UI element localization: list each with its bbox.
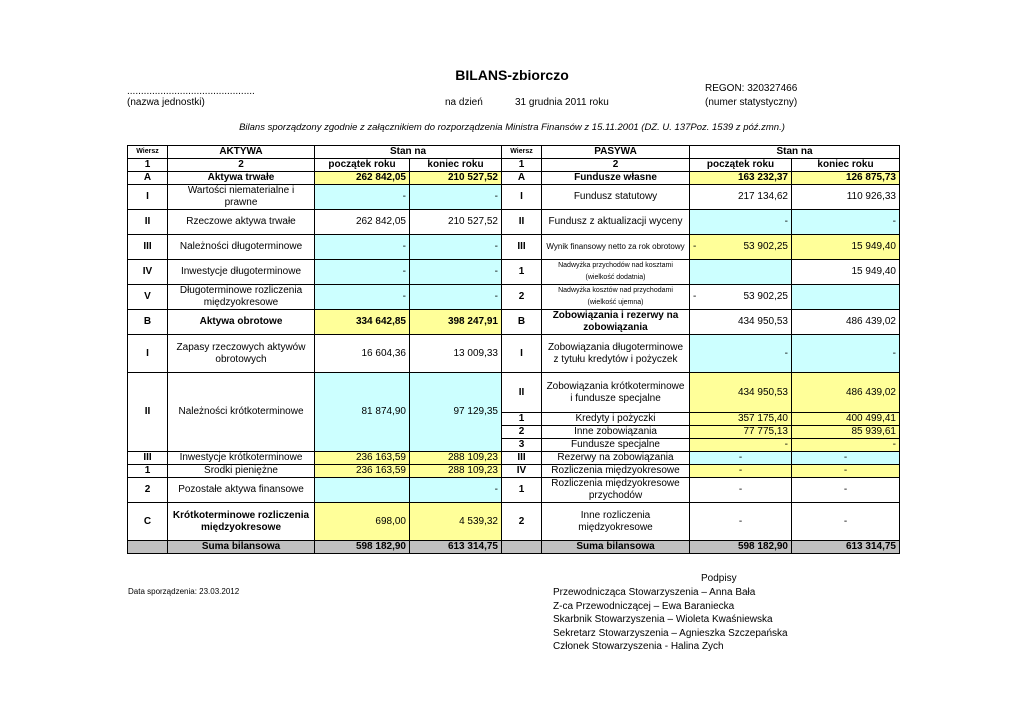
pasywa-end: -: [792, 210, 900, 235]
pasywa-end: 15 949,40: [792, 260, 900, 285]
pasywa-end: -: [792, 503, 900, 541]
table-header-row: [128, 146, 900, 159]
sum-aktywa-start: 598 182,90: [315, 541, 410, 554]
pasywa-wiersz: 2: [502, 285, 542, 310]
subheader-num: 1: [128, 159, 168, 172]
aktywa-wiersz: I: [128, 335, 168, 373]
aktywa-end: 288 109,23: [410, 452, 502, 465]
aktywa-wiersz: 2: [128, 478, 168, 503]
pasywa-wiersz: 2: [502, 503, 542, 541]
aktywa-wiersz: V: [128, 285, 168, 310]
table-row: [128, 373, 900, 413]
signature-line: Skarbnik Stowarzyszenia – Wioleta Kwaśniewska: [553, 614, 773, 625]
table-row: [128, 172, 900, 185]
preparation-date: Data sporządzenia: 23.03.2012: [128, 587, 240, 596]
aktywa-wiersz: II: [128, 373, 168, 452]
aktywa-wiersz: II: [128, 210, 168, 235]
stat-number-label: (numer statystyczny): [705, 97, 798, 108]
subheader-end: koniec roku: [792, 159, 900, 172]
signature-line: Sekretarz Stowarzyszenia – Agnieszka Szczepańska: [553, 627, 788, 639]
pasywa-end: -: [792, 465, 900, 478]
sum-aktywa-label: Suma bilansowa: [168, 541, 315, 554]
subheader-num: 2: [168, 159, 315, 172]
pasywa-start: -: [690, 465, 792, 478]
sum-pasywa-start: 598 182,90: [690, 541, 792, 554]
subheader-start: początek roku: [690, 159, 792, 172]
aktywa-start: -: [315, 185, 410, 210]
pasywa-wiersz: 3: [502, 439, 542, 452]
pasywa-end: 486 439,02: [792, 373, 900, 413]
table-subheader-row: [128, 159, 900, 172]
table-row: [128, 235, 900, 260]
aktywa-name: Pozostałe aktywa finansowe: [168, 478, 315, 503]
aktywa-name: Inwestycje krótkoterminowe: [168, 452, 315, 465]
aktywa-start: 236 163,59: [315, 452, 410, 465]
pasywa-end: -: [792, 335, 900, 373]
aktywa-end: -: [410, 260, 502, 285]
pasywa-end: 486 439,02: [792, 310, 900, 335]
aktywa-start: 262 842,05: [315, 172, 410, 185]
aktywa-end: 398 247,91: [410, 310, 502, 335]
pasywa-name: Fundusz z aktualizacji wyceny: [542, 210, 690, 235]
aktywa-end: 210 527,52: [410, 172, 502, 185]
aktywa-name: Rzeczowe aktywa trwałe: [168, 210, 315, 235]
pasywa-start: -: [690, 439, 792, 452]
table-row: [128, 210, 900, 235]
sum-wiersz: [502, 541, 542, 554]
header-wiersz: Wiersz: [128, 146, 168, 159]
aktywa-start: 698,00: [315, 503, 410, 541]
table-row: [128, 503, 900, 541]
aktywa-start: 81 874,90: [315, 373, 410, 452]
value: 53 902,25: [743, 291, 788, 302]
pasywa-start: -: [690, 210, 792, 235]
pasywa-end: 400 499,41: [792, 413, 900, 426]
aktywa-wiersz: I: [128, 185, 168, 210]
sum-wiersz: [128, 541, 168, 554]
pasywa-wiersz: 2: [502, 426, 542, 439]
pasywa-name: Zobowiązania krótkoterminowe i fundusze specjalne: [542, 373, 690, 413]
aktywa-wiersz: III: [128, 452, 168, 465]
pasywa-name: Inne rozliczenia międzyokresowe: [542, 503, 690, 541]
aktywa-name: Należności długoterminowe: [168, 235, 315, 260]
signed-value: [693, 241, 788, 253]
pasywa-name: Zobowiązania i rezerwy na zobowiązania: [542, 310, 690, 335]
aktywa-name: Środki pieniężne: [168, 465, 315, 478]
minus-sign: -: [693, 241, 697, 252]
aktywa-name: Krótkoterminowe rozliczenia międzyokresowe: [168, 503, 315, 541]
pasywa-wiersz: A: [502, 172, 542, 185]
pasywa-wiersz: II: [502, 210, 542, 235]
aktywa-wiersz: IV: [128, 260, 168, 285]
legal-note: Bilans sporządzony zgodnie z załącznikiem do rozporządzenia Ministra Finansów z 15.11.2001 (DZ. U. 137Poz. 1539 z póź.zmn.): [239, 122, 785, 133]
pasywa-name: Fundusze specjalne: [542, 439, 690, 452]
table-row: [128, 285, 900, 310]
value: 53 902,25: [743, 241, 788, 252]
pasywa-wiersz: 1: [502, 413, 542, 426]
pasywa-start: -: [690, 478, 792, 503]
pasywa-wiersz: B: [502, 310, 542, 335]
pasywa-name: Nadwyżka kosztów nad przychodami (wielkość ujemna): [542, 285, 690, 310]
pasywa-wiersz: III: [502, 452, 542, 465]
regon: REGON: 320327466: [705, 83, 798, 94]
aktywa-start: -: [315, 285, 410, 310]
aktywa-name: Długoterminowe rozliczenia międzyokresowe: [168, 285, 315, 310]
pasywa-name: Zobowiązania długoterminowe z tytułu kredytów i pożyczek: [542, 335, 690, 373]
aktywa-start: 16 604,36: [315, 335, 410, 373]
pasywa-wiersz: I: [502, 335, 542, 373]
pasywa-name: Kredyty i pożyczki: [542, 413, 690, 426]
aktywa-start: [315, 478, 410, 503]
pasywa-end: -: [792, 439, 900, 452]
aktywa-start: 236 163,59: [315, 465, 410, 478]
aktywa-end: 4 539,32: [410, 503, 502, 541]
pasywa-name: Fundusz statutowy: [542, 185, 690, 210]
pasywa-start: -: [690, 452, 792, 465]
pasywa-start: 77 775,13: [690, 426, 792, 439]
pasywa-wiersz: 1: [502, 260, 542, 285]
pasywa-start: -: [690, 503, 792, 541]
balance-sheet-table: [127, 145, 900, 554]
minus-sign: -: [693, 291, 697, 302]
header-aktywa: AKTYWA: [168, 146, 315, 159]
date-value: 31 grudnia 2011 roku: [515, 97, 609, 108]
pasywa-wiersz: II: [502, 373, 542, 413]
sum-row: [128, 541, 900, 554]
table-row: [128, 335, 900, 373]
subheader-num: 2: [542, 159, 690, 172]
pasywa-start: -: [690, 335, 792, 373]
aktywa-name: Wartości niematerialne i prawne: [168, 185, 315, 210]
pasywa-end: 85 939,61: [792, 426, 900, 439]
unit-name-label: (nazwa jednostki): [127, 97, 205, 108]
pasywa-end: 126 875,73: [792, 172, 900, 185]
pasywa-wiersz: 1: [502, 478, 542, 503]
aktywa-wiersz: 1: [128, 465, 168, 478]
pasywa-start: 434 950,53: [690, 373, 792, 413]
aktywa-name: Zapasy rzeczowych aktywów obrotowych: [168, 335, 315, 373]
aktywa-end: -: [410, 285, 502, 310]
signature-line: Przewodnicząca Stowarzyszenia – Anna Bała: [553, 587, 756, 598]
pasywa-name: Fundusze własne: [542, 172, 690, 185]
table-row: [128, 260, 900, 285]
aktywa-start: -: [315, 235, 410, 260]
aktywa-end: 97 129,35: [410, 373, 502, 452]
aktywa-end: 210 527,52: [410, 210, 502, 235]
pasywa-wiersz: III: [502, 235, 542, 260]
aktywa-end: -: [410, 235, 502, 260]
subheader-num: 1: [502, 159, 542, 172]
aktywa-name: Aktywa obrotowe: [168, 310, 315, 335]
aktywa-start: 334 642,85: [315, 310, 410, 335]
signed-value: [693, 291, 788, 303]
pasywa-end: -: [792, 452, 900, 465]
table-row: [128, 452, 900, 465]
table-row: [128, 185, 900, 210]
sum-aktywa-end: 613 314,75: [410, 541, 502, 554]
pasywa-end: -: [792, 478, 900, 503]
unit-name-dots: ..............................................: [127, 86, 255, 97]
pasywa-name: Rozliczenia międzyokresowe przychodów: [542, 478, 690, 503]
aktywa-wiersz: C: [128, 503, 168, 541]
pasywa-wiersz: I: [502, 185, 542, 210]
aktywa-end: 288 109,23: [410, 465, 502, 478]
table-row: [128, 310, 900, 335]
pasywa-start: [690, 235, 792, 260]
sum-pasywa-label: Suma bilansowa: [542, 541, 690, 554]
pasywa-name: Rezerwy na zobowiązania: [542, 452, 690, 465]
aktywa-end: -: [410, 185, 502, 210]
table-row: [128, 478, 900, 503]
pasywa-wiersz: IV: [502, 465, 542, 478]
aktywa-end: 13 009,33: [410, 335, 502, 373]
signature-line: Członek Stowarzyszenia - Halina Zych: [553, 641, 724, 652]
pasywa-start: [690, 285, 792, 310]
header-stan-na-pasywa: Stan na: [690, 146, 900, 159]
pasywa-name: Wynik finansowy netto za rok obrotowy: [542, 235, 690, 260]
subheader-start: początek roku: [315, 159, 410, 172]
aktywa-name: Należności krótkoterminowe: [168, 373, 315, 452]
pasywa-end: 110 926,33: [792, 185, 900, 210]
table-row: [128, 465, 900, 478]
pasywa-name: Rozliczenia międzyokresowe: [542, 465, 690, 478]
pasywa-end: [792, 285, 900, 310]
aktywa-start: 262 842,05: [315, 210, 410, 235]
aktywa-name: Aktywa trwałe: [168, 172, 315, 185]
pasywa-start: 434 950,53: [690, 310, 792, 335]
pasywa-start: 163 232,37: [690, 172, 792, 185]
sum-pasywa-end: 613 314,75: [792, 541, 900, 554]
header-pasywa: PASYWA: [542, 146, 690, 159]
header-stan-na-aktywa: Stan na: [315, 146, 502, 159]
aktywa-end: -: [410, 478, 502, 503]
signatures-title: Podpisy: [701, 573, 737, 584]
pasywa-start: 357 175,40: [690, 413, 792, 426]
aktywa-name: Inwestycje długoterminowe: [168, 260, 315, 285]
pasywa-name: Nadwyżka przychodów nad kosztami (wielkość dodatnia): [542, 260, 690, 285]
subheader-end: koniec roku: [410, 159, 502, 172]
aktywa-wiersz: A: [128, 172, 168, 185]
pasywa-end: 15 949,40: [792, 235, 900, 260]
aktywa-wiersz: III: [128, 235, 168, 260]
pasywa-start: 217 134,62: [690, 185, 792, 210]
aktywa-wiersz: B: [128, 310, 168, 335]
aktywa-start: -: [315, 260, 410, 285]
signature-line: Z-ca Przewodniczącej – Ewa Baraniecka: [553, 600, 735, 612]
pasywa-name: Inne zobowiązania: [542, 426, 690, 439]
pasywa-start: [690, 260, 792, 285]
document-title: BILANS-zbiorczo: [455, 67, 569, 83]
header-wiersz-pasywa: Wiersz: [502, 146, 542, 159]
date-label: na dzień: [445, 97, 483, 108]
